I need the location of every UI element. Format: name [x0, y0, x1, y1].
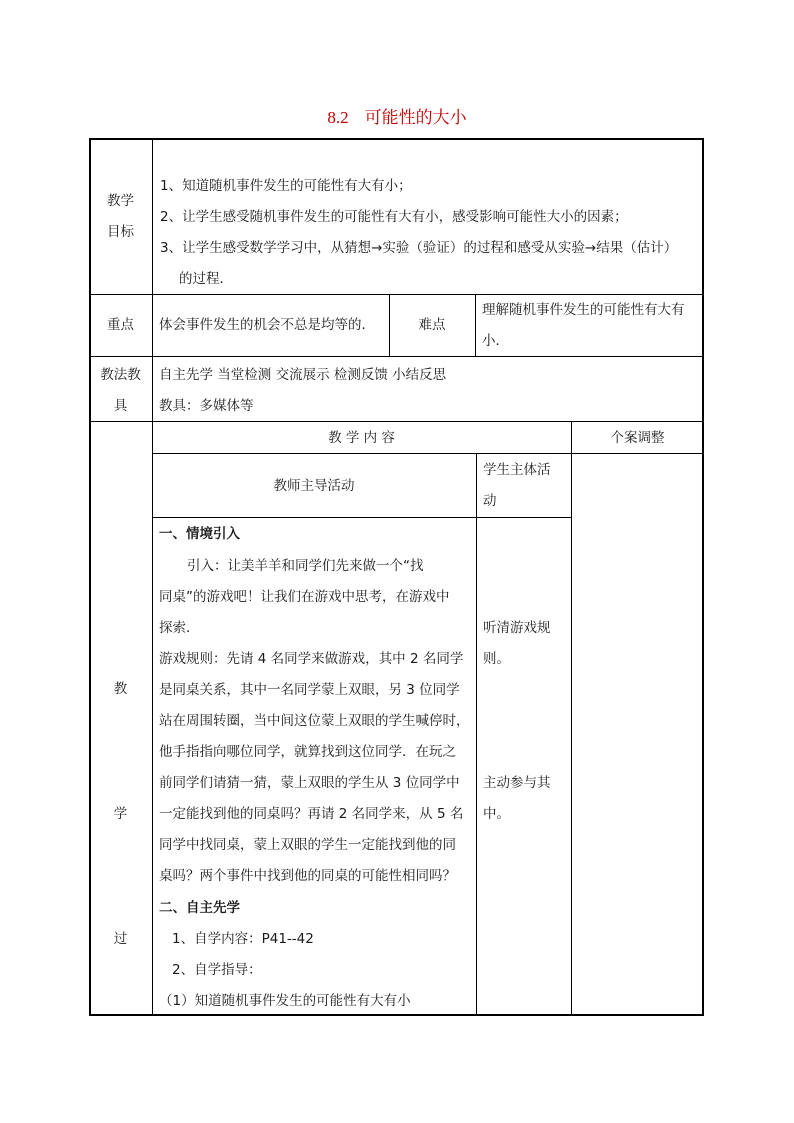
teacher-line: 一定能找到他的同桌吗？再请 2 名同学来，从 5 名 — [159, 806, 464, 822]
adjust-header: 个案调整 — [610, 430, 665, 446]
section-heading: 二、自主先学 — [159, 900, 240, 916]
focus-text: 体会事件发生的机会不总是均等的． — [159, 317, 375, 333]
process-label: 教 — [113, 681, 128, 697]
student-line: 主动参与其 — [483, 775, 551, 791]
col-divider — [475, 294, 476, 356]
objective-item: 3、让学生感受数学学习中，从猜想→实验（验证）的过程和感受从实验→结果（估计） — [160, 240, 678, 256]
teacher-line: 同学中找同桌，蒙上双眼的学生一定能找到他的同 — [159, 837, 456, 853]
methods-label: 具 — [113, 398, 128, 414]
difficulty-text: 小． — [482, 333, 509, 349]
process-label: 学 — [113, 806, 128, 822]
objective-item: 2、让学生感受随机事件发生的可能性有大有小，感受影响可能性大小的因素； — [160, 209, 628, 225]
col-divider — [476, 453, 477, 1016]
process-label: 过 — [113, 931, 128, 947]
student-line: 听清游戏规 — [483, 620, 551, 636]
methods-text: 自主先学 当堂检测 交流展示 检测反馈 小结反思 — [159, 367, 447, 383]
teacher-line: 站在周围转圈，当中间这位蒙上双眼的学生喊停时， — [159, 713, 470, 729]
teacher-line: 探索． — [159, 620, 200, 636]
row-divider — [89, 294, 704, 295]
student-line: 则。 — [483, 651, 510, 667]
teacher-line: 桌吗？两个事件中找到他的同桌的可能性相同吗？ — [159, 868, 456, 884]
objective-item: 的过程． — [179, 271, 233, 287]
teacher-line: 他手指指向哪位同学，就算找到这位同学．在玩之 — [159, 744, 456, 760]
difficulty-label: 难点 — [418, 317, 446, 333]
student-line: 中。 — [483, 806, 510, 822]
content-header: 教 学 内 容 — [328, 430, 395, 446]
focus-label: 重点 — [107, 317, 134, 333]
teacher-line: 是同桌关系，其中一名同学蒙上双眼，另 3 位同学 — [159, 682, 460, 698]
objective-item: 1、知道随机事件发生的可能性有大有小； — [160, 178, 412, 194]
row-divider — [152, 453, 704, 454]
col-divider — [571, 421, 572, 1016]
row-divider — [152, 517, 571, 518]
teacher-line: 1、自学内容：P41--42 — [172, 931, 314, 947]
teacher-header: 教师主导活动 — [273, 478, 355, 494]
teacher-line: 同桌”的游戏吧！让我们在游戏中思考，在游戏中 — [159, 589, 450, 605]
title-number: 8.2 — [327, 108, 349, 127]
student-header: 动 — [483, 493, 497, 509]
page-title — [0, 103, 794, 128]
title-text: 可能性的大小 — [364, 108, 467, 128]
teacher-line: 前同学们请猜一猜，蒙上双眼的学生从 3 位同学中 — [159, 775, 460, 791]
row-divider — [89, 421, 704, 422]
section-heading: 一、情境引入 — [159, 526, 240, 542]
teacher-line: 引入：让美羊羊和同学们先来做一个“找 — [187, 558, 424, 574]
objectives-label: 教学 — [107, 193, 134, 209]
methods-label: 教法教 — [100, 367, 141, 383]
student-header: 学生主体活 — [483, 462, 551, 478]
row-divider — [89, 356, 704, 357]
difficulty-text: 理解随机事件发生的可能性有大有 — [482, 302, 685, 318]
teacher-line: 2、自学指导： — [172, 962, 262, 978]
teacher-line: （1）知道随机事件发生的可能性有大有小 — [159, 993, 411, 1009]
col-divider — [152, 138, 153, 1016]
methods-text: 教具：多媒体等 — [159, 398, 254, 414]
objectives-label: 目标 — [107, 224, 134, 240]
teacher-line: 游戏规则：先请 4 名同学来做游戏，其中 2 名同学 — [159, 651, 464, 667]
